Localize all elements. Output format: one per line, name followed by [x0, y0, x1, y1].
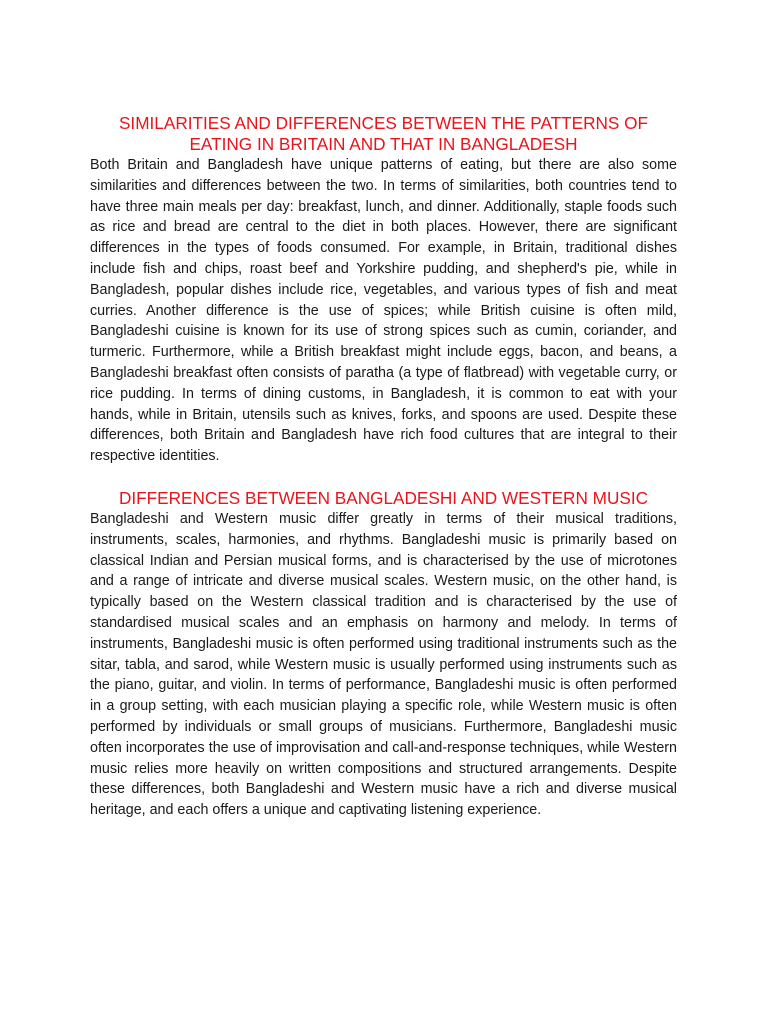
- section-heading: DIFFERENCES BETWEEN BANGLADESHI AND WESTERN MUSIC: [118, 487, 649, 508]
- section-paragraph: Bangladeshi and Western music differ greatly in terms of their musical traditions, instruments, scales, harmonies, and rhythms. Bangladeshi music is primarily based on classical Indian and Persian musical forms, and is characterised by the use of microtones and a range of intricate and diverse musical scales. Western music, on the other hand, is typically based on the Western classical tradition and is characterised by the use of standardised musical scales and an emphasis on harmony and melody. In terms of instruments, Bangladeshi music is often performed using traditional instruments such as the sitar, tabla, and sarod, while Western music is usually performed using instruments such as the piano, guitar, and violin. In terms of performance, Bangladeshi music is often performed in a group setting, with each musician playing a specific role, while Western music is often performed by individuals or small groups of musicians. Furthermore, Bangladeshi music often incorporates the use of improvisation and call-and-response techniques, while Western music relies more heavily on written compositions and structured arrangements. Despite these differences, both Bangladeshi and Western music have a rich and diverse musical heritage, and each offers a unique and captivating listening experience.: [90, 510, 677, 819]
- section-heading: SIMILARITIES AND DIFFERENCES BETWEEN THE PATTERNS OF EATING IN BRITAIN AND THAT IN BANGLADESH: [118, 113, 649, 154]
- document-page: [90, 113, 677, 821]
- section-paragraph: Both Britain and Bangladesh have unique patterns of eating, but there are also some similarities and differences between the two. In terms of similarities, both countries tend to have three main meals per day: breakfast, lunch, and dinner. Additionally, staple foods such as rice and bread are central to the diet in both places. However, there are significant differences in the types of foods consumed. For example, in Britain, traditional dishes include fish and chips, roast beef and Yorkshire pudding, and shepherd's pie, while in Bangladesh, popular dishes include rice, vegetables, and various types of fish and meat curries. Another difference is the use of spices; while British cuisine is often mild, Bangladeshi cuisine is known for its use of strong spices such as cumin, coriander, and turmeric. Furthermore, while a British breakfast might include eggs, bacon, and beans, a Bangladeshi breakfast often consists of paratha (a type of flatbread) with vegetable curry, or rice pudding. In terms of dining customs, in Bangladesh, it is common to eat with your hands, while in Britain, utensils such as knives, forks, and spoons are used. Despite these differences, both Britain and Bangladesh have rich food cultures that are integral to their respective identities.: [90, 157, 677, 465]
- section-eating-patterns: [90, 113, 677, 467]
- section-music-differences: [90, 488, 677, 821]
